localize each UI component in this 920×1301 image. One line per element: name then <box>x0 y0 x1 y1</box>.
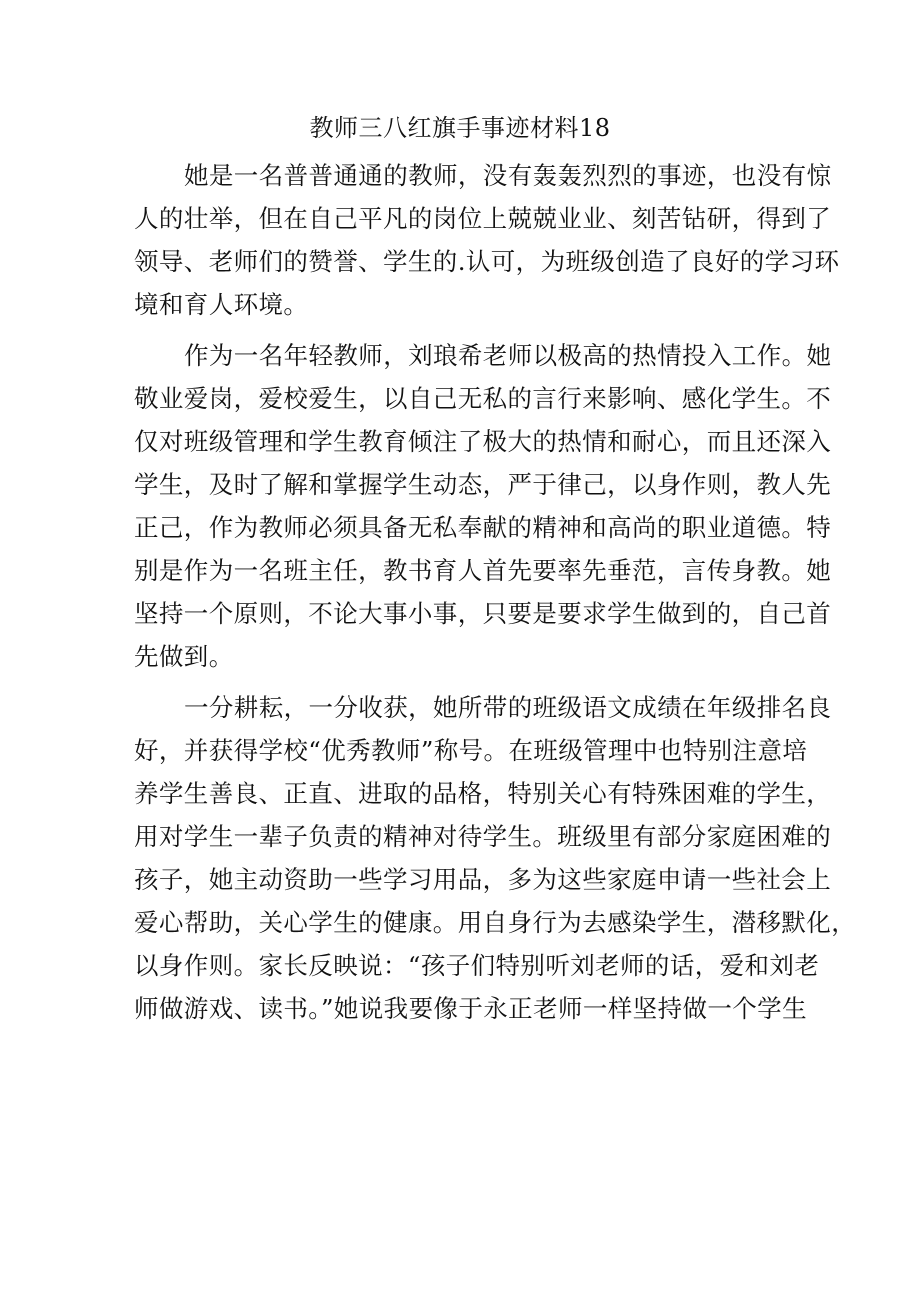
paragraph-3 <box>134 686 857 1030</box>
text-line: 以身作则。家长反映说：“孩子们特别听刘老师的话，爱和刘老 <box>134 951 820 980</box>
text-line: 作为一名年轻教师，刘琅希老师以极高的热情投入工作。她 <box>184 341 832 370</box>
text-line: 用对学生一辈子负责的精神对待学生。班级里有部分家庭困难的 <box>134 822 832 851</box>
text-line: 她是一名普普通通的教师，没有轰轰烈烈的事迹，也没有惊 <box>184 161 832 190</box>
text-line: 师做游戏、读书。”她说我要像于永正老师一样坚持做一个学生 <box>134 994 807 1023</box>
text-line: 敬业爱岗，爱校爱生，以自己无私的言行来影响、感化学生。不 <box>134 384 832 413</box>
text-line: 仅对班级管理和学生教育倾注了极大的热情和耐心，而且还深入 <box>134 427 832 456</box>
paragraph-1 <box>134 154 840 326</box>
text-line: 正己，作为教师必须具备无私奉献的精神和高尚的职业道德。特 <box>134 513 832 542</box>
text-line: 孩子，她主动资助一些学习用品，多为这些家庭申请一些社会上 <box>134 865 832 894</box>
text-line: 境和育人环境。 <box>134 290 309 319</box>
text-line: 先做到。 <box>134 642 234 671</box>
text-line: 别是作为一名班主任，教书育人首先要率先垂范，言传身教。她 <box>134 556 832 585</box>
text-line: 一分耕耘，一分收获，她所带的班级语文成绩在年级排名良 <box>184 693 832 722</box>
document-title: 教师三八红旗手事迹材料18 <box>309 114 611 142</box>
text-line: 养学生善良、正直、进取的品格，特别关心有特殊困难的学生， <box>134 779 832 808</box>
text-line: 学生，及时了解和掌握学生动态，严于律己，以身作则，教人先 <box>134 470 832 499</box>
text-line: 爱心帮助，关心学生的健康。用自身行为去感染学生，潜移默化， <box>134 908 857 937</box>
document-body <box>134 154 857 1030</box>
text-line: 坚持一个原则，不论大事小事，只要是要求学生做到的，自己首 <box>134 599 832 628</box>
text-line: 好，并获得学校“优秀教师”称号。在班级管理中也特别注意培 <box>134 736 808 765</box>
text-line: 领导、老师们的赞誉、学生的.认可，为班级创造了良好的学习环 <box>134 247 840 276</box>
paragraph-2 <box>134 334 832 678</box>
text-line: 人的壮举，但在自己平凡的岗位上兢兢业业、刻苦钻研，得到了 <box>134 204 832 233</box>
